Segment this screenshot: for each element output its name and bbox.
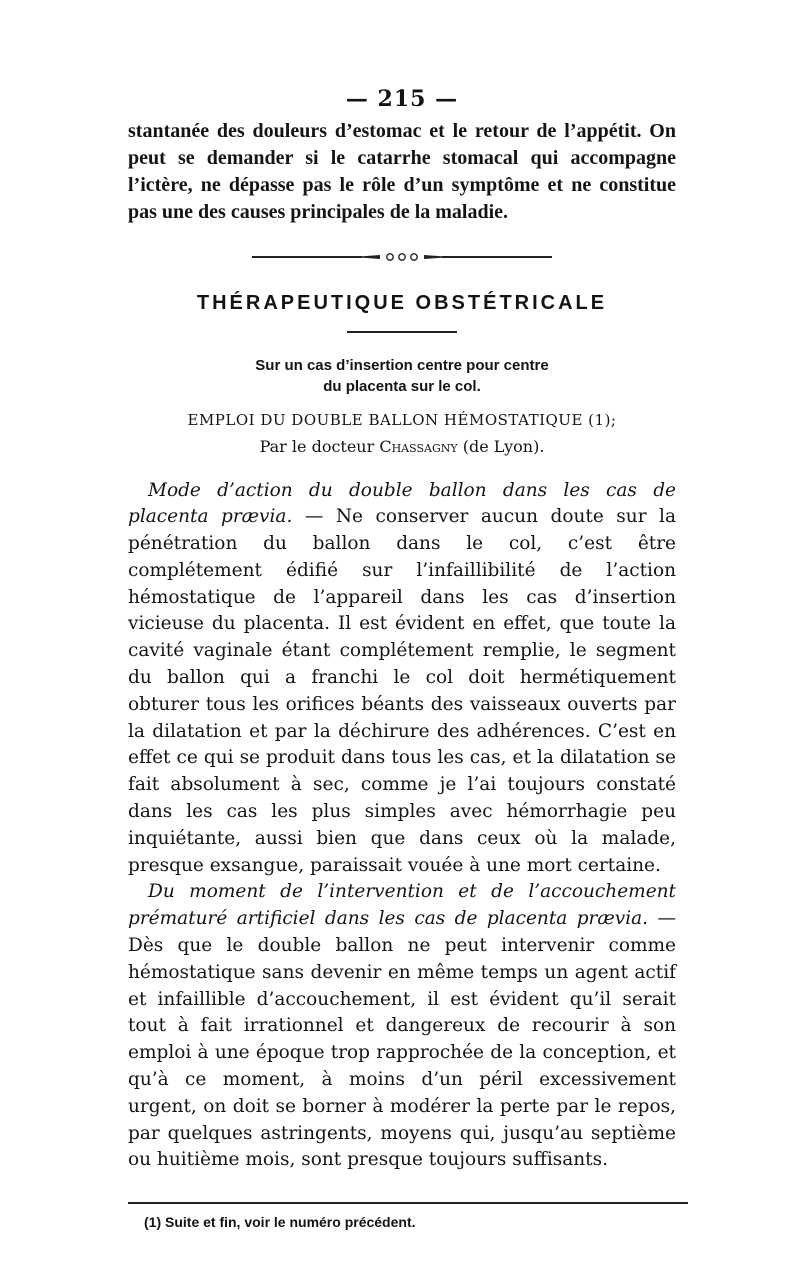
byline [128,437,676,456]
paragraph-heading-italic: Du moment de l’intervention et de l’accouchement prématuré artificiel dans les cas de placenta prævia. [128,881,676,930]
page-number: — 215 — [345,86,459,112]
article-title-line1: Sur un cas d’insertion centre pour centre [255,356,549,374]
byline-prefix: Par le docteur [259,436,380,456]
paragraph-body: — Ne conserver aucun doute sur la pénétration du ballon dans le col, c’est être complétement édifié sur l’infaillibilité de l’action hémostatique de l’appareil dans les cas d’insertion vicieuse du placenta. Il est évident en effet, que toute la cavité vaginale étant complétement remplie, le segment du ballon qui a franchi le col doit hermétiquement obturer tous les orifices béants des vaisseaux ouverts par la dilatation et par la déchirure des adhérences. C’est en effet ce qui se produit dans tous les cas, et la dilatation se fait absolument à sec, comme je l’ai toujours constaté dans les cas les plus simples avec hémorrhagie peu inquiétante, aussi bien que dans ceux où la malade, presque exsangue, paraissait vouée à une mort certaine. [128,506,676,876]
ornament-divider [252,252,552,262]
title-rule [347,331,457,333]
article-title [128,355,676,397]
footnote-rule [128,1202,688,1204]
book-page [128,86,676,1230]
paragraph-body: — Dès que le double ballon ne peut intervenir comme hémostatique sans devenir en même temps un agent actif et infaillible d’accouchement, il est évident qu’il serait tout à fait irrationnel et dangereux de recourir à son emploi à une époque trop rapprochée de la conception, et qu’à ce moment, à moins d’un péril excessivement urgent, on doit se borner à modérer la perte par le repos, par quelques astringents, moyens qui, jusqu’au septième ou huitième mois, sont presque toujours suffisants. [128,908,676,1171]
footnote: (1) Suite et fin, voir le numéro précédent. [144,1213,416,1230]
article-title-line2: du placenta sur le col. [323,377,481,395]
paragraph-moment-intervention [128,879,676,1174]
paragraph-mode-action [128,478,676,880]
author-name: Chassagny [379,436,458,456]
intro-paragraph: stantanée des douleurs d’estomac et le retour de l’appétit. On peut se demander si le catarrhe stomacal qui accompagne l’ictère, ne dépasse pas le rôle d’un symptôme et ne constitue pas une des causes principales de la maladie. [128,120,676,223]
article-subheading: EMPLOI DU DOUBLE BALLON HÉMOSTATIQUE (1); [187,410,617,429]
byline-suffix: (de Lyon). [457,436,545,456]
paragraph-heading-italic: Mode d’action du double ballon dans les cas de placenta prævia. [128,479,676,528]
section-title: THÉRAPEUTIQUE OBSTÉTRICALE [196,292,608,314]
